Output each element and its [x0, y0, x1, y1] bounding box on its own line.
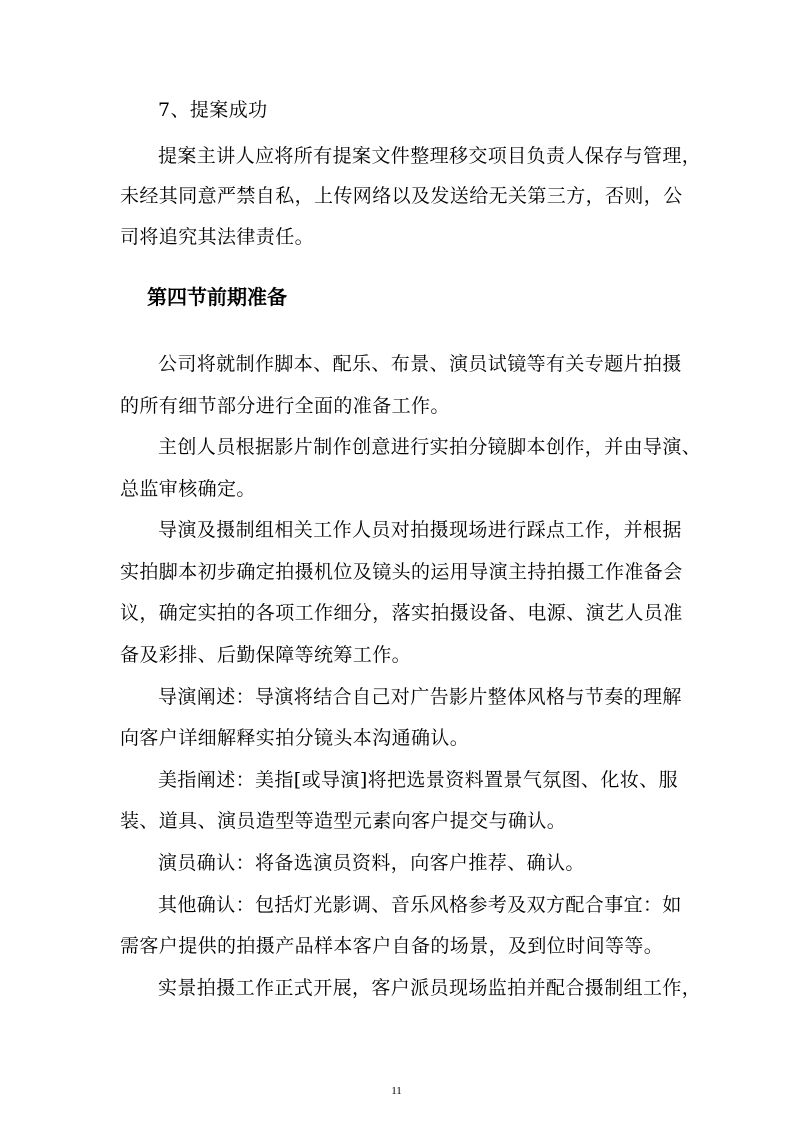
paragraph-line: 的所有细节部分进行全面的准备工作。	[120, 395, 450, 417]
paragraph-line: 导演阐述：导演将结合自己对广告影片整体风格与节奏的理解	[158, 686, 682, 708]
paragraph-line: 主创人员根据影片制作创意进行实拍分镜脚本创作，并由导演、	[158, 436, 702, 458]
paragraph-line: 需客户提供的拍摄产品样本客户自备的场景，及到位时间等等。	[120, 935, 664, 957]
paragraph-line: 提案主讲人应将所有提案文件整理移交项目负责人保存与管理，	[158, 145, 702, 167]
paragraph-line: 备及彩排、后勤保障等统筹工作。	[120, 644, 412, 666]
paragraph-line: 实景拍摄工作正式开展，客户派员现场监拍并配合摄制组工作，	[158, 977, 702, 999]
paragraph-line: 美指阐述：美指[或导演]将把选景资料置景气氛图、化妆、服	[158, 769, 679, 791]
paragraph-line: 其他确认：包括灯光影调、音乐风格参考及双方配合事宜：如	[158, 894, 682, 916]
section-7-title: 7、提案成功	[158, 99, 268, 121]
paragraph-line: 装、道具、演员造型等造型元素向客户提交与确认。	[120, 810, 567, 832]
paragraph-line: 演员确认：将备选演员资料，向客户推荐、确认。	[158, 852, 585, 874]
paragraph-line: 未经其同意严禁自私，上传网络以及发送给无关第三方，否则，公	[120, 185, 683, 207]
paragraph-line: 向客户详细解释实拍分镜头本沟通确认。	[120, 727, 470, 749]
section-heading: 第四节前期准备	[147, 285, 287, 309]
paragraph-line: 总监审核确定。	[120, 478, 256, 500]
paragraph-line: 公司将就制作脚本、配乐、布景、演员试镜等有关专题片拍摄	[158, 353, 682, 375]
paragraph-line: 司将追究其法律责任。	[120, 226, 315, 248]
paragraph-line: 实拍脚本初步确定拍摄机位及镜头的运用导演主持拍摄工作准备会	[120, 561, 683, 583]
paragraph-line: 导演及摄制组相关工作人员对拍摄现场进行踩点工作，并根据	[158, 519, 682, 541]
paragraph-line: 议，确定实拍的各项工作细分，落实拍摄设备、电源、演艺人员准	[120, 602, 683, 624]
page-number: 11	[391, 1085, 402, 1097]
